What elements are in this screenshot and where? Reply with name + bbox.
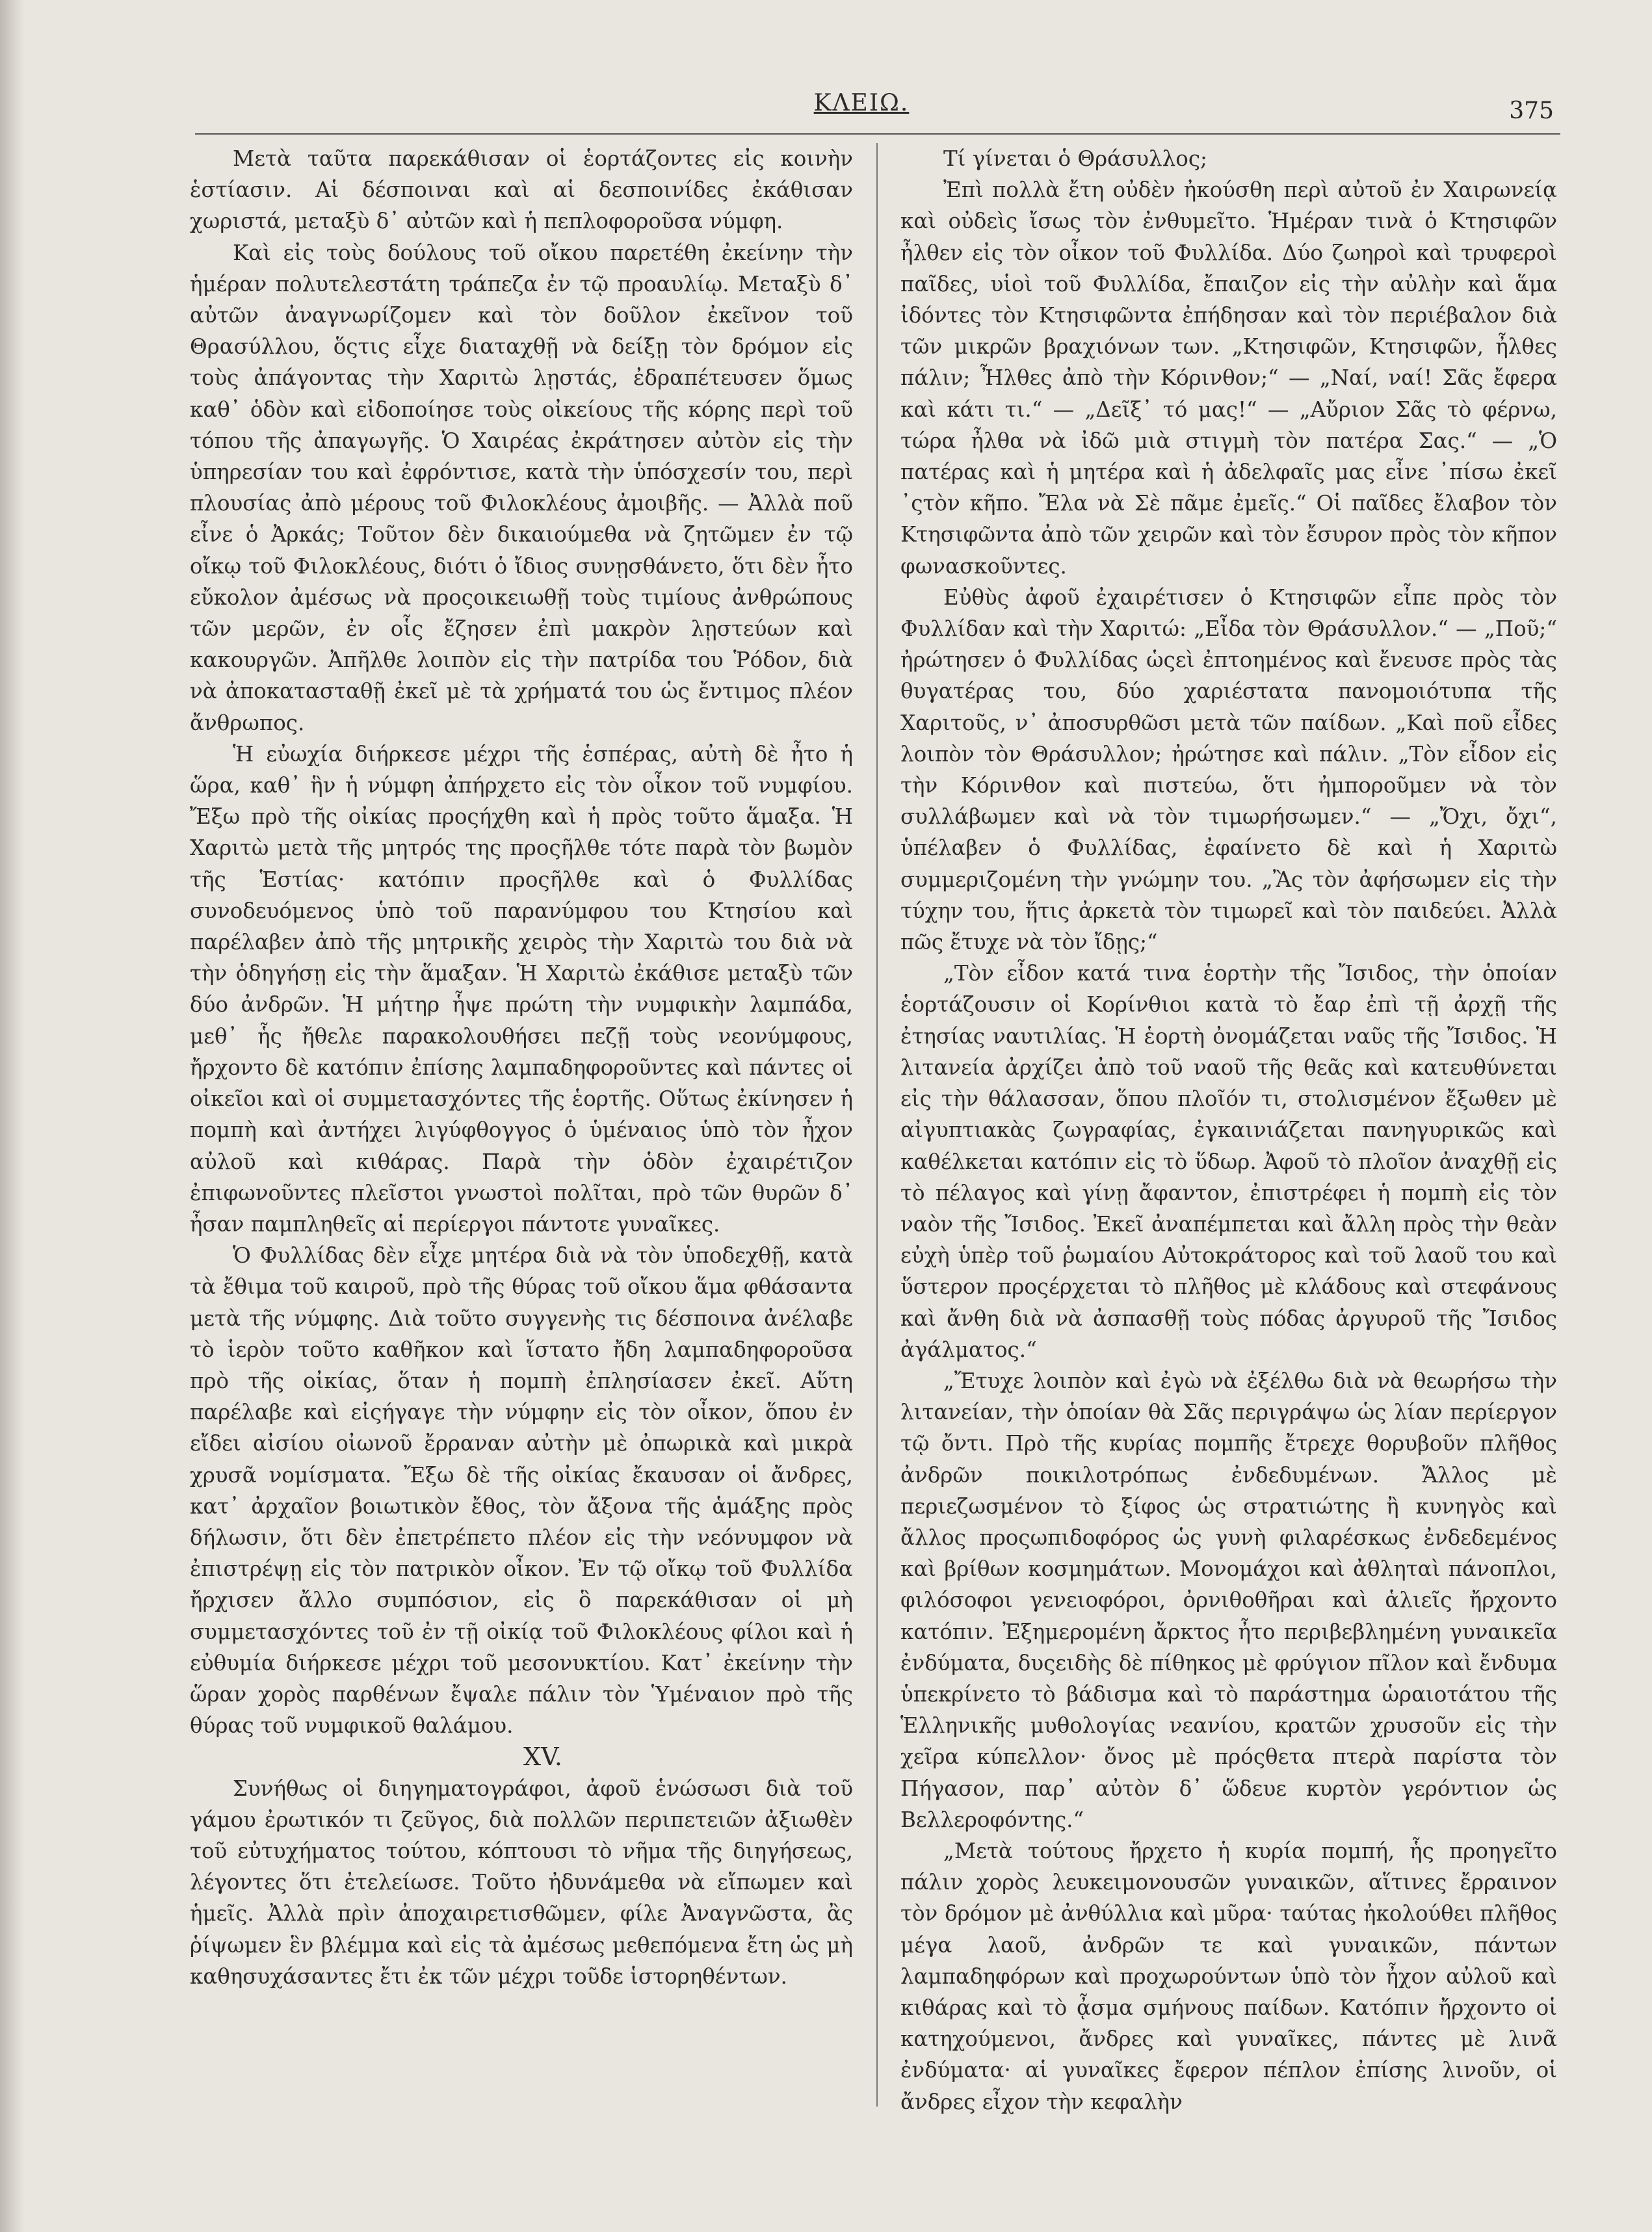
column-divider <box>876 143 878 2107</box>
paragraph: Ἐπὶ πολλὰ ἔτη οὐδὲν ἠκούσθη περὶ αὐτοῦ ἐν Χαιρωνείᾳ καὶ οὐδεὶς ἴσως τὸν ἐνθυμεῖτο. Ἡμέραν τινὰ ὁ Κτησιφῶν ἦλθεν εἰς τὸν οἶκον τοῦ Φυλλίδα. Δύο ζωηροὶ καὶ τρυφεροὶ παῖδες, υἱοὶ τοῦ Φυλλίδα, ἔπαιζον εἰς τὴν αὐλὴν καὶ ἅμα ἰδόντες τὸν Κτησιφῶντα ἐπήδησαν καὶ τὸν περιέβαλον διὰ τῶν μικρῶν βραχιόνων των. „Κτησιφῶν, Κτησιφῶν, ἦλθες πάλιν; Ἦλθες ἀπὸ τὴν Κόρινθον;“ — „Ναί, ναί! Σᾶς ἔφερα καὶ κάτι τι.“ — „Δεῖξ᾽ τό μας!“ — „Αὔριον Σᾶς τὸ φέρνω, τώρα ἦλθα νὰ ἰδῶ μιὰ στιγμὴ τὸν πατέρα Σας.“ — „Ὁ πατέρας καὶ ἡ μητέρα καὶ ἡ ἀδελφαῖς μας εἶνε ᾽πίσω ἐκεῖ ᾽ςτὸν κῆπο. Ἔλα νὰ Σὲ πᾶμε ἐμεῖς.“ Οἱ παῖδες ἔλαβον τὸν Κτησιφῶντα ἀπὸ τῶν χειρῶν καὶ τὸν ἔσυρον πρὸς τὸν κῆπον φωνασκοῦντες. <box>900 177 1557 579</box>
page-number: 375 <box>1509 98 1554 124</box>
paragraph: „Τὸν εἶδον κατά τινα ἑορτὴν τῆς Ἴσιδος, τὴν ὁποίαν ἑορτάζουσιν οἱ Κορίνθιοι κατὰ τὸ ἔαρ ἐπὶ τῇ ἀρχῇ τῆς ἐτησίας ναυτιλίας. Ἡ ἑορτὴ ὀνομάζεται ναῦς τῆς Ἴσιδος. Ἡ λιτανεία ἀρχίζει ἀπὸ τοῦ ναοῦ τῆς θεᾶς καὶ κατευθύνεται εἰς τὴν θάλασσαν, ὅπου πλοῖόν τι, στολισμένον ἔξωθεν μὲ αἰγυπτιακὰς ζωγραφίας, ἐγκαινιάζεται πανηγυρικῶς καὶ καθέλκεται κατόπιν εἰς τὸ ὕδωρ. Ἀφοῦ τὸ πλοῖον ἀναχθῇ εἰς τὸ πέλαγος καὶ γίνῃ ἄφαντον, ἐπιστρέφει ἡ πομπὴ εἰς τὸν ναὸν τῆς Ἴσιδος. Ἐκεῖ ἀναπέμπεται καὶ ἄλλη πρὸς τὴν θεὰν εὐχὴ ὑπὲρ τοῦ ῥωμαίου Αὐτοκράτορος καὶ τοῦ λαοῦ του καὶ ὕστερον προςέρχεται τὸ πλῆθος μὲ κλάδους καὶ στεφάνους καὶ ἄνθη διὰ νὰ ἀσπασθῇ τοὺς πόδας ἀργυροῦ τῆς Ἴσιδος ἀγάλματος.“ <box>900 961 1557 1362</box>
page-header <box>169 83 1554 129</box>
page-binding-edge <box>0 0 25 2232</box>
running-title: ΚΛΕΙΩ. <box>813 90 910 116</box>
paragraph: „Ἔτυχε λοιπὸν καὶ ἐγὼ νὰ ἐξέλθω διὰ νὰ θεωρήσω τὴν λιτανείαν, τὴν ὁποίαν θὰ Σᾶς περιγράψω ὡς λίαν περίεργον τῷ ὄντι. Πρὸ τῆς κυρίας πομπῆς ἔτρεχε θορυβοῦν πλῆθος ἀνδρῶν ποικιλοτρόπως ἐνδεδυμένων. Ἄλλος μὲ περιεζωσμένον τὸ ξίφος ὡς στρατιώτης ἢ κυνηγὸς καὶ ἄλλος προςωπιδοφόρος ὡς γυνὴ φιλαρέσκως ἐνδεδεμένος καὶ βρίθων κοσμημάτων. Μονομάχοι καὶ ἀθληταὶ πάνοπλοι, φιλόσοφοι γενειοφόροι, ὀρνιθοθῆραι καὶ ἁλιεῖς ἤρχοντο κατόπιν. Ἐξημερομένη ἄρκτος ἦτο περιβεβλημένη γυναικεῖα ἐνδύματα, δυςειδὴς δὲ πίθηκος μὲ φρύγιον πῖλον καὶ ἔνδυμα ὑπεκρίνετο τὸ βάδισμα καὶ τὸ παράστημα ὡραιοτάτου τῆς Ἑλληνικῆς μυθολογίας νεανίου, κρατῶν χρυσοῦν εἰς τὴν χεῖρα κύπελλον· ὄνος μὲ πρόςθετα πτερὰ παρίστα τὸν Πήγασον, παρ᾽ αὐτὸν δ᾽ ὥδευε κυρτὸν γερόντιον ὡς Βελλεροφόντης.“ <box>900 1368 1557 1832</box>
paragraph: „Μετὰ τούτους ἤρχετο ἡ κυρία πομπή, ἧς προηγεῖτο πάλιν χορὸς λευκειμονουσῶν γυναικῶν, αἵτινες ἔρραινον τὸν δρόμον μὲ ἀνθύλλια καὶ μῦρα· ταύτας ἠκολούθει πλῆθος μέγα λαοῦ, ἀνδρῶν τε καὶ γυναικῶν, πάντων λαμπαδηφόρων καὶ προχωρούντων ὑπὸ τὸν ἦχον αὐλοῦ καὶ κιθάρας καὶ τὸ ᾆσμα σμήνους παίδων. Κατόπιν ἤρχοντο οἱ κατηχούμενοι, ἄνδρες καὶ γυναῖκες, πάντες μὲ λινᾶ ἐνδύματα· αἱ γυναῖκες ἔφερον πέπλον ἐπίσης λινοῦν, οἱ ἄνδρες εἶχον τὴν κεφαλὴν <box>900 1838 1557 2114</box>
paragraph: Εὐθὺς ἀφοῦ ἐχαιρέτισεν ὁ Κτησιφῶν εἶπε πρὸς τὸν Φυλλίδαν καὶ τὴν Χαριτώ: „Εἶδα τὸν Θράσυλλον.“ — „Ποῦ;“ ἠρώτησεν ὁ Φυλλίδας ὡςεὶ ἐπτοημένος καὶ ἔνευσε πρὸς τὰς θυγατέρας του, δύο χαριέστατα πανομοιότυπα τῆς Χαριτοῦς, ν᾽ ἀποσυρθῶσι μετὰ τῶν παίδων. „Καὶ ποῦ εἶδες λοιπὸν τὸν Θράσυλλον; ἠρώτησε καὶ πάλιν. „Τὸν εἶδον εἰς τὴν Κόρινθον καὶ πιστεύω, ὅτι ἠμποροῦμεν νὰ τὸν συλλάβωμεν καὶ νὰ τὸν τιμωρήσωμεν.“ — „Ὄχι, ὄχι“, ὑπέλαβεν ὁ Φυλλίδας, ἐφαίνετο δὲ καὶ ἡ Χαριτὼ συμμεριζομένη τὴν γνώμην του. „Ἂς τὸν ἀφήσωμεν εἰς τὴν τύχην του, ἥτις ἀρκετὰ τὸν τιμωρεῖ καὶ τὸν παιδεύει. Ἀλλὰ πῶς ἔτυχε νὰ τὸν ἴδῃς;“ <box>900 584 1557 955</box>
left-column <box>190 143 853 1992</box>
paragraph: Τί γίνεται ὁ Θράσυλλος; <box>943 146 1207 171</box>
paragraph: Συνήθως οἱ διηγηματογράφοι, ἀφοῦ ἑνώσωσι διὰ τοῦ γάμου ἐρωτικόν τι ζεῦγος, διὰ πολλῶν περιπετειῶν ἀξιωθὲν τοῦ εὐτυχήματος τούτου, κόπτουσι τὸ νῆμα τῆς διηγήσεως, λέγοντες ὅτι ἐτελείωσε. Τοῦτο ἠδυνάμεθα νὰ εἴπωμεν καὶ ἡμεῖς. Ἀλλὰ πρὶν ἀποχαιρετισθῶμεν, φίλε Ἀναγνῶστα, ἂς ῥίψωμεν ἓν βλέμμα καὶ εἰς τὰ ἀμέσως μεθεπόμενα ἔτη ὡς μὴ καθησυχάσαντες ἔτι ἐκ τῶν μέχρι τοῦδε ἱστορηθέντων. <box>190 1776 853 1989</box>
header-rule <box>195 133 1560 135</box>
paragraph: Μετὰ ταῦτα παρεκάθισαν οἱ ἑορτάζοντες εἰς κοινὴν ἑστίασιν. Αἱ δέσποιναι καὶ αἱ δεσποινίδες ἐκάθισαν χωριστά, μεταξὺ δ᾽ αὐτῶν καὶ ἡ πεπλοφοροῦσα νύμφη. <box>190 146 853 234</box>
section-heading: XV. <box>523 1742 562 1772</box>
right-column <box>900 143 1557 2118</box>
paragraph: Ὁ Φυλλίδας δὲν εἶχε μητέρα διὰ νὰ τὸν ὑποδεχθῇ, κατὰ τὰ ἔθιμα τοῦ καιροῦ, πρὸ τῆς θύρας τοῦ οἴκου ἅμα φθάσαντα μετὰ τῆς νύμφης. Διὰ τοῦτο συγγενὴς τις δέσποινα ἀνέλαβε τὸ ἱερὸν τοῦτο καθῆκον καὶ ἵστατο ἤδη λαμπαδηφοροῦσα πρὸ τῆς οἰκίας, ὅταν ἡ πομπὴ ἐπλησίασεν ἐκεῖ. Αὕτη παρέλαβε καὶ εἰςήγαγε τὴν νύμφην εἰς τὸν οἶκον, ὅπου ἐν εἴδει αἰσίου οἰωνοῦ ἔρραναν αὐτὴν μὲ ὀπωρικὰ καὶ μικρὰ χρυσᾶ νομίσματα. Ἔξω δὲ τῆς οἰκίας ἔκαυσαν οἱ ἄνδρες, κατ᾽ ἀρχαῖον βοιωτικὸν ἔθος, τὸν ἄξονα τῆς ἁμάξης πρὸς δήλωσιν, ὅτι δὲν ἐπετρέπετο πλέον εἰς τὴν νεόνυμφον νὰ ἐπιστρέψῃ εἰς τὸν πατρικὸν οἶκον. Ἐν τῷ οἴκῳ τοῦ Φυλλίδα ἤρχισεν ἄλλο συμπόσιον, εἰς ὃ παρεκάθισαν οἱ μὴ συμμετασχόντες τοῦ ἐν τῇ οἰκίᾳ τοῦ Φιλοκλέους φίλοι καὶ ἡ εὐθυμία διήρκεσε μέχρι τοῦ μεσονυκτίου. Κατ᾽ ἐκείνην τὴν ὥραν χορὸς παρθένων ἔψαλε πάλιν τὸν Ὑμέναιον πρὸ τῆς θύρας τοῦ νυμφικοῦ θαλάμου. <box>190 1243 853 1739</box>
paragraph: Καὶ εἰς τοὺς δούλους τοῦ οἴκου παρετέθη ἐκείνην τὴν ἡμέραν πολυτελεστάτη τράπεζα ἐν τῷ προαυλίῳ. Μεταξὺ δ᾽ αὐτῶν ἀναγνωρίζομεν καὶ τὸν δοῦλον ἐκεῖνον τοῦ Θρασύλλου, ὅςτις εἶχε διαταχθῇ νὰ δείξῃ τὸν δρόμον εἰς τοὺς ἀπάγοντας τὴν Χαριτὼ λῃστάς, ἐδραπέτευσεν ὅμως καθ᾽ ὁδὸν καὶ εἰδοποίησε τοὺς οἰκείους τῆς κόρης περὶ τοῦ τόπου τῆς ἀπαγωγῆς. Ὁ Χαιρέας ἐκράτησεν αὐτὸν εἰς τὴν ὑπηρεσίαν του καὶ ἐφρόντισε, κατὰ τὴν ὑπόσχεσίν του, περὶ πλουσίας ἀπὸ μέρους τοῦ Φιλοκλέους ἀμοιβῆς. — Ἀλλὰ ποῦ εἶνε ὁ Ἀρκάς; Τοῦτον δὲν δικαιούμεθα νὰ ζητῶμεν ἐν τῷ οἴκῳ τοῦ Φιλοκλέους, διότι ὁ ἴδιος συνῃσθάνετο, ὅτι δὲν ἦτο εὔκολον ἀμέσως νὰ προςοικειωθῇ τοὺς τιμίους ἀνθρώπους τῶν μερῶν, ἐν οἷς ἔζησεν ἐπὶ μακρὸν λῃστεύων καὶ κακουργῶν. Ἀπῆλθε λοιπὸν εἰς τὴν πατρίδα του Ῥόδον, διὰ νὰ ἀποκατασταθῇ ἐκεῖ μὲ τὰ χρήματά του ὡς ἔντιμος πλέον ἄνθρωπος. <box>190 240 853 735</box>
paragraph: Ἡ εὐωχία διήρκεσε μέχρι τῆς ἑσπέρας, αὐτὴ δὲ ἦτο ἡ ὥρα, καθ᾽ ἣν ἡ νύμφη ἀπήρχετο εἰς τὸν οἶκον τοῦ νυμφίου. Ἔξω πρὸ τῆς οἰκίας προςήχθη καὶ ἡ πρὸς τοῦτο ἅμαξα. Ἡ Χαριτὼ μετὰ τῆς μητρός της προςῆλθε τότε παρὰ τὸν βωμὸν τῆς Ἑστίας· κατόπιν προςῆλθε καὶ ὁ Φυλλίδας συνοδευόμενος ὑπὸ τοῦ παρανύμφου του Κτησίου καὶ παρέλαβεν ἀπὸ τῆς μητρικῆς χειρὸς τὴν Χαριτὼ του διὰ νὰ τὴν ὁδηγήσῃ εἰς τὴν ἅμαξαν. Ἡ Χαριτὼ ἐκάθισε μεταξὺ τῶν δύο ἀνδρῶν. Ἡ μήτηρ ἧψε πρώτη τὴν νυμφικὴν λαμπάδα, μεθ᾽ ἧς ἤθελε παρακολουθήσει πεζῇ τοὺς νεονύμφους, ἤρχοντο δὲ κατόπιν ἐπίσης λαμπαδηφοροῦντες καὶ πάντες οἱ οἰκεῖοι καὶ οἱ συμμετασχόντες τῆς ἑορτῆς. Οὕτως ἐκίνησεν ἡ πομπὴ καὶ ἀντήχει λιγύφθογγος ὁ ὑμέναιος ὑπὸ τὸν ἦχον αὐλοῦ καὶ κιθάρας. Παρὰ τὴν ὁδὸν ἐχαιρέτιζον ἐπιφωνοῦντες πλεῖστοι γνωστοὶ πολῖται, πρὸ τῶν θυρῶν δ᾽ ἦσαν παμπληθεῖς αἱ περίεργοι πάντοτε γυναῖκες. <box>190 741 853 1237</box>
